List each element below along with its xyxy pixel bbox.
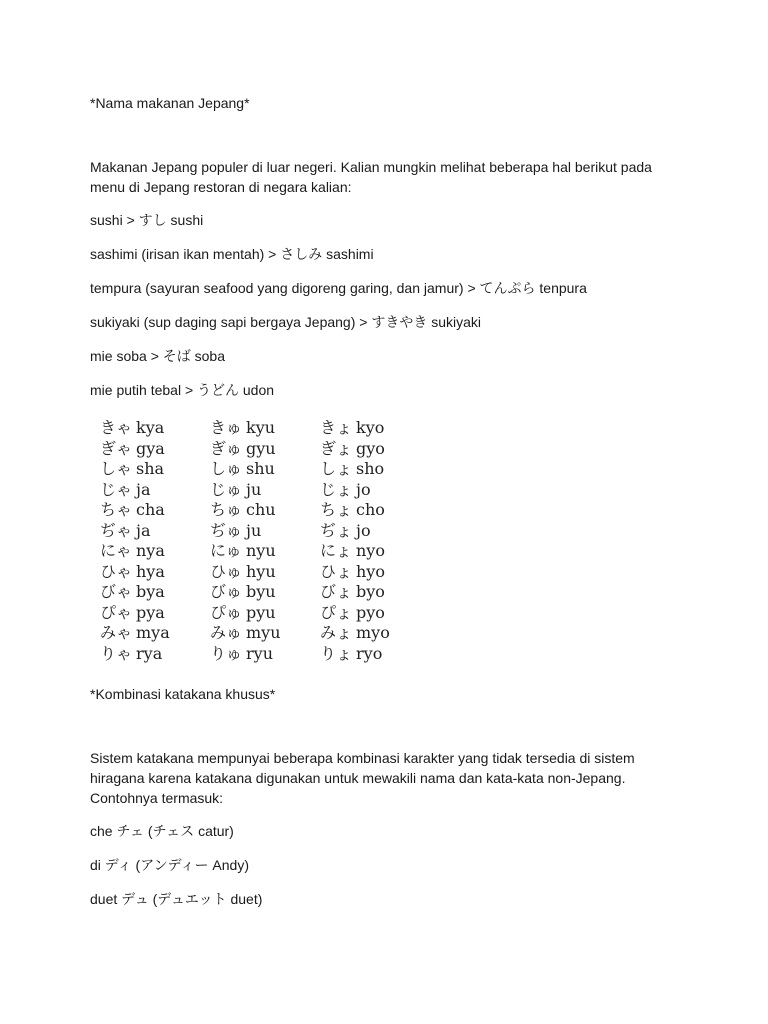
kana-romaji: nyo: [356, 541, 385, 560]
kana-cell: [100, 500, 170, 521]
food-item: mie soba > そば soba: [90, 348, 226, 364]
kana-romaji: shu: [246, 459, 275, 478]
kana-cell: [100, 439, 170, 460]
kana-romaji: ja: [136, 520, 151, 540]
katakana-example: duet デュ (デュエット duet): [90, 891, 263, 907]
katakana-intro-paragraph: Sistem katakana mempunyai beberapa kombinasi karakter yang tidak tersedia di sistem hiragana karena katakana digunakan untuk mewakili nama dan kata-kata non-Jepang. Contohnya termasuk:: [90, 750, 635, 806]
kana-glyph: じゃ: [100, 479, 133, 499]
kana-cell: [100, 541, 170, 562]
kana-glyph: ちゃ: [100, 500, 133, 519]
kana-romaji: sho: [356, 459, 385, 478]
kana-cell: [100, 521, 170, 542]
kana-cell: [320, 418, 390, 439]
section-title-food: *Nama makanan Jepang*: [90, 95, 250, 111]
kana-romaji: pyo: [356, 602, 385, 622]
kana-romaji: ryo: [356, 643, 383, 663]
kana-cell: [320, 623, 390, 644]
kana-glyph: みゃ: [100, 623, 133, 642]
kana-glyph: きゅ: [210, 418, 243, 437]
kana-cell: [100, 480, 170, 501]
kana-cell: [320, 480, 390, 501]
kana-cell: [210, 582, 281, 603]
kana-romaji: cho: [356, 500, 385, 519]
kana-cell: [320, 439, 390, 460]
kana-cell: [210, 623, 281, 644]
kana-column-yo: [320, 418, 390, 664]
kana-romaji: gyu: [246, 438, 276, 458]
kana-romaji: sha: [136, 459, 165, 478]
kana-romaji: myu: [246, 623, 281, 642]
kana-column-yu: [210, 418, 281, 664]
kana-glyph: しょ: [320, 459, 353, 478]
kana-glyph: ぢょ: [320, 520, 353, 540]
kana-cell: [320, 541, 390, 562]
kana-glyph: ぎゅ: [210, 438, 243, 458]
kana-glyph: りゅ: [210, 643, 243, 663]
kana-cell: [320, 459, 390, 480]
kana-romaji: ja: [136, 479, 151, 499]
kana-romaji: gya: [136, 438, 165, 458]
kana-glyph: びょ: [320, 582, 353, 601]
kana-glyph: りょ: [320, 643, 353, 663]
kana-romaji: jo: [356, 520, 371, 540]
kana-romaji: byo: [356, 582, 385, 601]
kana-glyph: ぢゃ: [100, 520, 133, 540]
food-item: tempura (sayuran seafood yang digoreng garing, dan jamur) > てんぷら tenpura: [90, 280, 587, 296]
intro-paragraph: Makanan Jepang populer di luar negeri. Kalian mungkin melihat beberapa hal berikut pada menu di Jepang restoran di negara kalian:: [90, 159, 652, 195]
kana-column-ya: [100, 418, 170, 664]
kana-glyph: しゅ: [210, 459, 243, 478]
kana-romaji: bya: [136, 582, 165, 601]
kana-cell: [100, 418, 170, 439]
kana-romaji: pyu: [246, 602, 276, 622]
kana-romaji: ryu: [246, 643, 273, 663]
kana-romaji: hya: [136, 561, 165, 581]
kana-glyph: ぎょ: [320, 438, 353, 458]
kana-glyph: りゃ: [100, 643, 133, 663]
kana-romaji: ju: [246, 520, 262, 540]
kana-cell: [100, 562, 170, 583]
kana-glyph: びゅ: [210, 582, 243, 601]
document-page: [90, 0, 690, 1024]
food-item: mie putih tebal > うどん udon: [90, 382, 275, 398]
kana-glyph: ぴゃ: [100, 602, 133, 622]
kana-cell: [100, 459, 170, 480]
kana-cell: [320, 521, 390, 542]
kana-glyph: ちょ: [320, 500, 353, 519]
kana-glyph: みょ: [320, 623, 353, 642]
kana-glyph: ぴょ: [320, 602, 353, 622]
kana-cell: [100, 644, 170, 665]
kana-cell: [210, 500, 281, 521]
kana-romaji: rya: [136, 643, 163, 663]
kana-cell: [100, 623, 170, 644]
kana-romaji: kyu: [246, 418, 276, 437]
katakana-example: che チェ (チェス catur): [90, 823, 234, 839]
food-item: sukiyaki (sup daging sapi bergaya Jepang) > すきやき sukiyaki: [90, 314, 482, 330]
food-item: sashimi (irisan ikan mentah) > さしみ sashimi: [90, 246, 374, 262]
kana-glyph: ひゅ: [210, 561, 243, 581]
kana-glyph: きゃ: [100, 418, 133, 437]
kana-cell: [210, 521, 281, 542]
kana-cell: [210, 603, 281, 624]
kana-glyph: しゃ: [100, 459, 133, 478]
kana-romaji: chu: [246, 500, 276, 519]
kana-romaji: gyo: [356, 438, 385, 458]
kana-cell: [320, 644, 390, 665]
kana-romaji: cha: [136, 500, 165, 519]
kana-romaji: mya: [136, 623, 170, 642]
kana-cell: [100, 603, 170, 624]
kana-romaji: kyo: [356, 418, 385, 437]
kana-glyph: ちゅ: [210, 500, 243, 519]
kana-glyph: にゃ: [100, 541, 132, 560]
kana-cell: [210, 541, 281, 562]
kana-combination-table: [100, 418, 400, 668]
section-title-katakana: *Kombinasi katakana khusus*: [90, 686, 276, 702]
kana-cell: [210, 459, 281, 480]
kana-glyph: ひょ: [320, 561, 353, 581]
kana-cell: [210, 480, 281, 501]
kana-cell: [210, 644, 281, 665]
katakana-example: di ディ (アンディー Andy): [90, 857, 249, 873]
kana-glyph: ぎゃ: [100, 438, 133, 458]
kana-glyph: びゃ: [100, 582, 133, 601]
kana-romaji: myo: [356, 623, 390, 642]
kana-romaji: hyo: [356, 561, 385, 581]
kana-cell: [320, 603, 390, 624]
kana-glyph: ぢゅ: [210, 520, 243, 540]
kana-romaji: kya: [136, 418, 165, 437]
kana-cell: [100, 582, 170, 603]
kana-cell: [320, 562, 390, 583]
kana-romaji: pya: [136, 602, 165, 622]
kana-romaji: nya: [136, 541, 165, 560]
kana-romaji: ju: [246, 479, 262, 499]
kana-cell: [320, 500, 390, 521]
kana-glyph: ぴゅ: [210, 602, 243, 622]
kana-glyph: じゅ: [210, 479, 243, 499]
kana-romaji: hyu: [246, 561, 276, 581]
kana-glyph: きょ: [320, 418, 353, 437]
kana-cell: [210, 418, 281, 439]
food-item: sushi > すし sushi: [90, 212, 204, 228]
kana-glyph: ひゃ: [100, 561, 133, 581]
kana-romaji: nyu: [246, 541, 276, 560]
kana-glyph: にゅ: [210, 541, 242, 560]
kana-glyph: にょ: [320, 541, 352, 560]
kana-cell: [320, 582, 390, 603]
kana-romaji: byu: [246, 582, 276, 601]
kana-glyph: じょ: [320, 479, 353, 499]
kana-glyph: みゅ: [210, 623, 243, 642]
kana-cell: [210, 439, 281, 460]
kana-romaji: jo: [356, 479, 371, 499]
kana-cell: [210, 562, 281, 583]
